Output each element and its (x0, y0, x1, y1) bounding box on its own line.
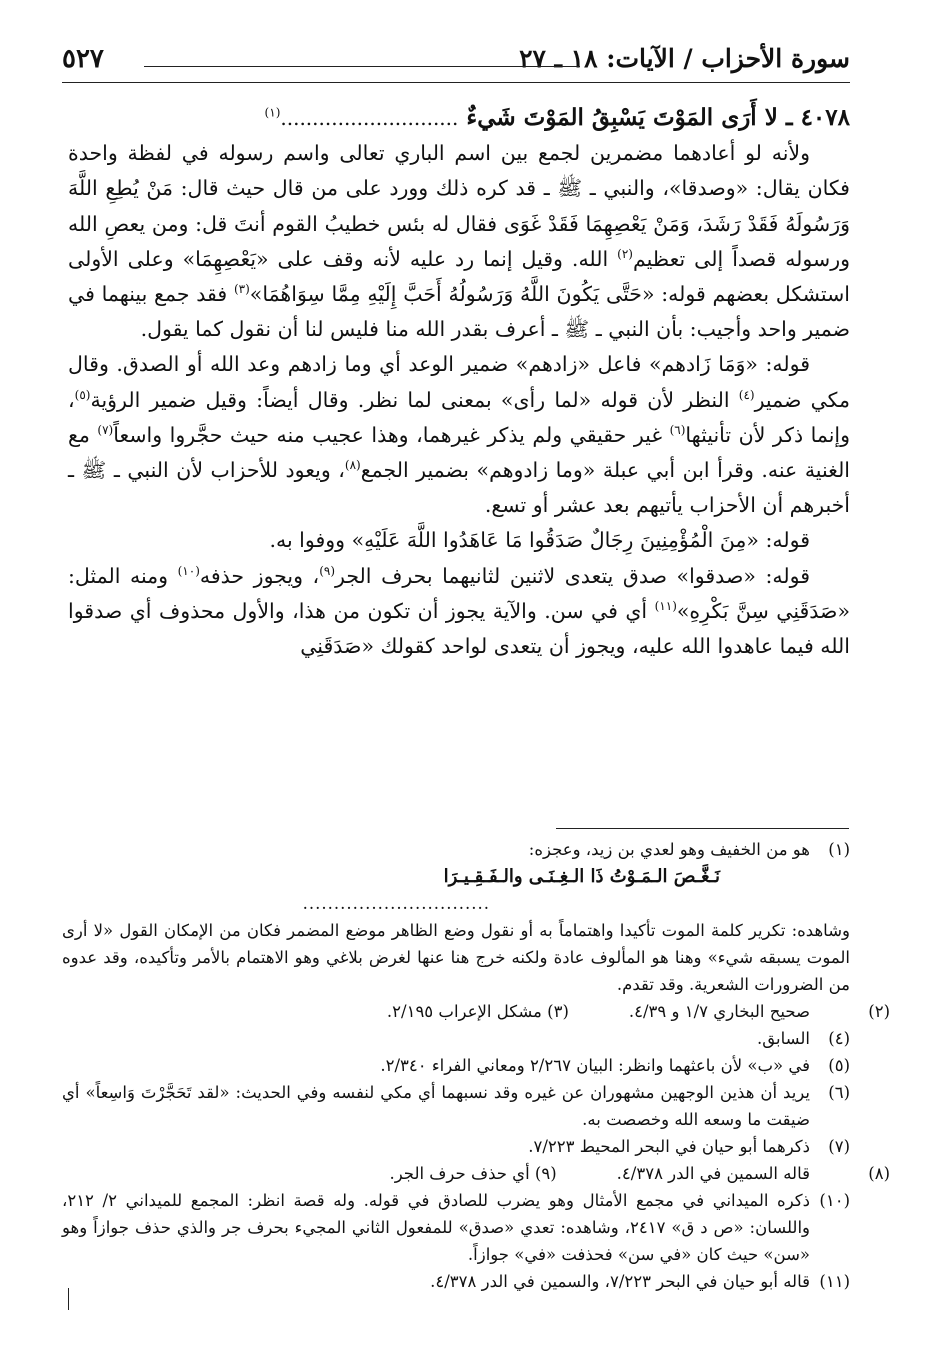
poetry-verse: نَـغَّـصَ الـمَـوْتُ ذَا الـغِـنَـى والـفَـقِـيـرَا (443, 866, 720, 887)
footnote-ref: (٩) (319, 563, 336, 578)
footnote-ref: (٣) (233, 282, 250, 297)
paragraph: قوله: «مِنَ الْمُؤْمِنِينَ رِجَالٌ صَدَقُوا مَا عَاهَدُوا اللَّهَ عَلَيْهِ» ووفوا به. (269, 528, 810, 553)
footnote-number: (٦) (828, 1083, 850, 1102)
paragraph-text: غير حقيقي ولم يذكر غيرهما، وهذا عجيب منه حيث حجَّروا واسعاً (113, 422, 670, 447)
paragraph-text: أي في سن. والآية يجوز أن تكون من هذا، والأول محذوف أي صدقوا الله فيما عاهدوا الله عليه، ويجوز أن يتعدى لواحد كقولك «صَدَقَنِي (68, 598, 850, 659)
footnote-ref: (٧) (97, 423, 114, 437)
footnote-11 (62, 1268, 850, 1295)
footnote-text: قاله السمين في الدر ٤/٣٧٨. (616, 1164, 810, 1183)
page-number: ٥٢٧ (62, 44, 104, 74)
footnote-number: (٤) (828, 1029, 850, 1048)
footnote-ref: (١) (264, 105, 281, 120)
paragraph-text: ، وإنما ذكر لأن تأنيثها (68, 387, 850, 447)
footnote-divider (556, 828, 849, 829)
paragraph-text: مع الغنية عنه. وقرأ ابن أبي عبلة «وما زادوهم» بضمير الجمع (68, 422, 851, 483)
footnote-number: (٩) (534, 1164, 557, 1183)
footnote-6 (62, 1079, 850, 1133)
footnote-8-9 (62, 1160, 890, 1187)
footnote-number: (١٠) (819, 1191, 850, 1210)
footnote-text: ذكره الميداني في مجمع الأمثال وهو يضرب للصادق في قوله. وله قصة انظر: المجمع للميداني ٢/ ٢١٢، واللسان: «ص د ق» ٢٤١٧، وشاهده: تعدي «صدق» للمفعول الثاني المجيء بحرف جر والذي حذف جوازاً وهو «سن» حيث كان «في سن» فحذفت «في» جوازاً. (62, 1191, 810, 1264)
footnote-1 (62, 836, 850, 863)
paragraph-text: ولأنه لو أعادهما مضمرين لجمع بين اسم الباري تعالى واسم رسوله في لفظة واحدة فكان يقال: «وصدقا»، والنبي ـ ﷺ ـ قد كره ذلك وورد على من قال حيث قال: مَنْ يُطِعِ اللَّهَ وَرَسُولَهُ فَقَدْ رَشَدَ، وَمَنْ يَعْصِهِمَا فَقَدْ غَوَى فقال له بئس خطيبُ القوم أنتَ قل: ومن يعصِ الله ورسوله قصداً إلى تعظيم (68, 141, 850, 271)
footnote-ref: (١١) (654, 599, 677, 614)
footnote-2-3 (62, 998, 890, 1025)
footnote-4 (62, 1025, 850, 1052)
footnote-number: (١١) (819, 1272, 850, 1291)
entry-heading (68, 100, 850, 136)
footnote-7 (62, 1133, 850, 1160)
footnote-text: قاله أبو حيان في البحر ٧/٢٢٣، والسمين في الدر ٤/٣٧٨. (430, 1272, 810, 1291)
footnote-number: (١) (828, 840, 850, 859)
page-header (62, 42, 850, 82)
paragraph-text: قوله: «وَمَا زَادهم» فاعل «زادهم» ضمير الوعد أي وما زادهم وعد الله أو الصدق. وقال مكي ضمير (68, 352, 850, 412)
footnote-number: (٣) (547, 1002, 569, 1021)
footnote-10 (62, 1187, 850, 1268)
footnotes (62, 836, 890, 1295)
paragraph-text: ومنه المثل: «صَدَقَنِي سِنَّ بَكْرِهِ» (68, 563, 851, 623)
footnote-number: (٥) (828, 1056, 850, 1075)
paragraph-text: النظر لأن قوله «لما رأى» بمعنى لما نظر. وقال أيضاً: وقيل ضمير الرؤية (90, 387, 739, 412)
header-rule (144, 66, 580, 67)
paragraph (68, 347, 850, 523)
footnote-number: (٨) (868, 1164, 890, 1183)
footnote-text: أي حذف حرف الجر. (389, 1164, 530, 1183)
running-title: سورة الأحزاب / الآيات: ١٨ ـ ٢٧ (519, 44, 850, 73)
margin-mark (68, 1288, 69, 1310)
footnote-1-continued: وشاهده: تكرير كلمة الموت تأكيدا واهتماماً به أو نقول وضع الظاهر موضع المضمر فكان من الإمكان القول «لا أرى الموت يسبقه شيء» وهنا هو المألوف عادة ولكنه خرج هنا عنها لغرض بلاغي وهو الاهتمام بالأمر وتأكيده، وقد عدوه من الضرورات الشعرية. وقد تقدم. (62, 921, 850, 994)
footnote-ref: (٦) (669, 423, 686, 437)
paragraph-text: ، ويجوز حذفه (199, 563, 320, 588)
footnote-ref: (٨) (344, 458, 361, 473)
footnote-text: ذكرهما أبو حيان في البحر المحيط ٧/٢٢٣. (528, 1137, 810, 1156)
entry-dots: ............................ (280, 106, 459, 130)
paragraph-text: قوله: «صدقوا» صدق يتعدى لاثنين لثانيهما بحرف الجر (335, 563, 810, 588)
footnote-text: هو من الخفيف وهو لعدي بن زيد، وعجزه: (528, 840, 810, 859)
paragraph-text: فقد جمع بينهما في ضمير واحد وأجيب: بأن النبي ـ ﷺ ـ أعرف بقدر الله منا فليس لنا أن نقول كما يقول. (68, 282, 850, 342)
footnote-ref: (٤) (738, 387, 755, 402)
footnote-ref: (٥) (74, 387, 91, 402)
footnote-number: (٢) (868, 1002, 890, 1021)
paragraph-text: الله. وقيل إنما رد عليه لأنه وقف على «يَعْصِهِمَا» وعلى الأولى استشكل بعضهم قوله: «حَتَّى يَكُونَ اللَّهُ وَرَسُولُهُ أَحَبَّ إِلَيْهِ مِمَّا سِوَاهُمَا» (68, 246, 850, 307)
paragraph (68, 136, 850, 347)
footnote-text: يريد أن هذين الوجهين مشهوران عن غيره وقد نسبهما أي مكي لنفسه وفي الحديث: «لقد تَحَجَّرْتَ وَاسِعاً» أي ضيقت ما وسعه الله وخصصت به. (62, 1083, 810, 1129)
footnote-ref: (٢) (617, 246, 633, 261)
footnote-text: في «ب» لأن باعثهما وانظر: البيان ٢/٢٦٧ ومعاني الفراء ٢/٣٤٠. (380, 1056, 810, 1075)
footnote-text: السابق. (757, 1029, 810, 1048)
main-text (68, 100, 850, 664)
paragraph-text: ، ويعود للأحزاب لأن النبي ـ ﷺ ـ أخبرهم أن الأحزاب يأتيهم بعد عشر أو تسع. (68, 458, 850, 518)
verse-dots: .............................. (302, 894, 490, 913)
header-underline (62, 82, 850, 83)
paragraph (68, 559, 850, 665)
footnote-number: (٧) (828, 1137, 850, 1156)
footnote-ref: (١٠) (177, 563, 200, 578)
entry-title: ٤٠٧٨ ـ لا أَرَى المَوْتَ يَسْبِقُ المَوْتَ شَيءٌ (466, 104, 850, 131)
footnote-5 (62, 1052, 850, 1079)
footnote-text: صحيح البخاري ١/٧ و ٤/٣٩. (628, 1002, 810, 1021)
footnote-text: مشكل الإعراب ٢/١٩٥. (386, 1002, 542, 1021)
